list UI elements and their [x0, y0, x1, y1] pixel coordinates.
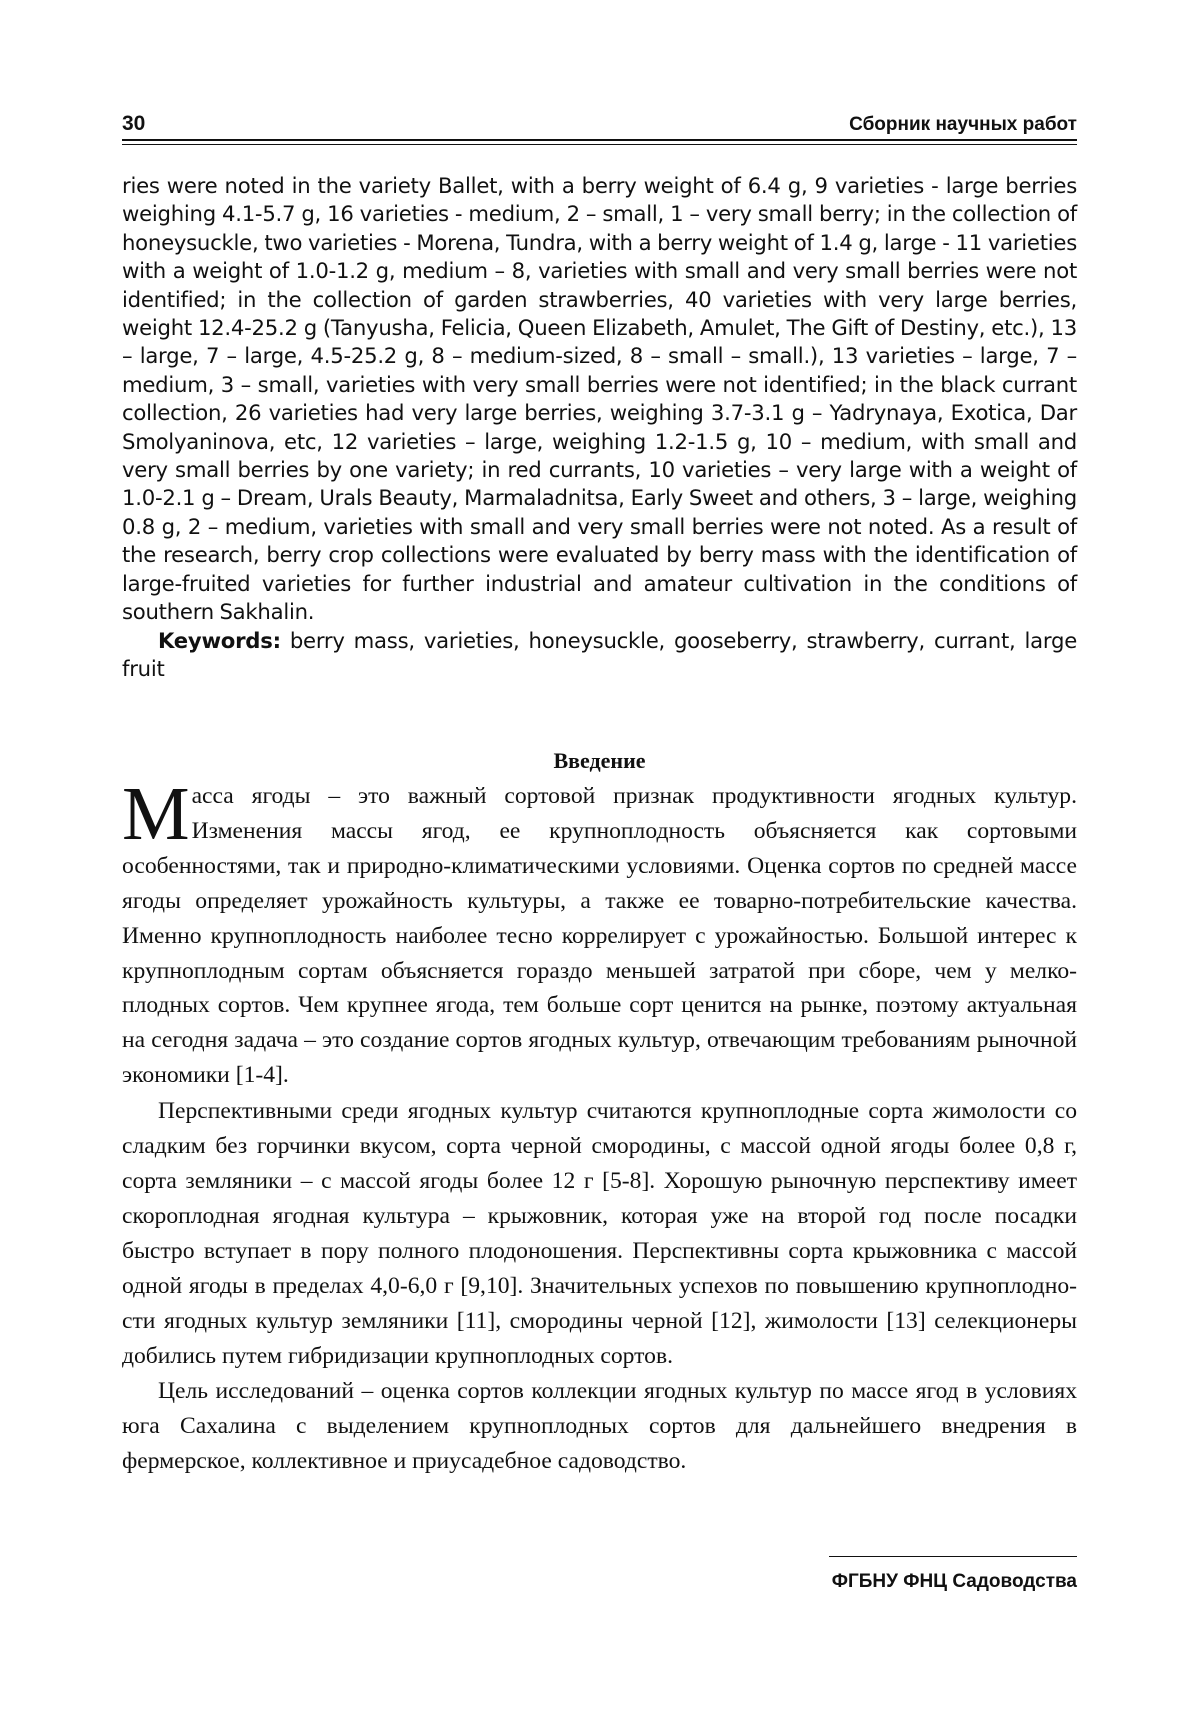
drop-cap: М — [122, 772, 190, 856]
header-rule-thick — [122, 139, 1077, 141]
intro-paragraph-1 — [122, 772, 1077, 1093]
english-abstract — [122, 172, 1077, 683]
keywords-label: Keywords: — [158, 627, 281, 653]
intro-paragraph-3: Цель исследований – оценка сортов коллекции ягодных культур по массе ягод в условиях юга Сахалина с выделением крупноплодных сортов для дальнейшего внедрения в фермерское, коллективное и приусадебное садоводство. — [122, 1378, 1077, 1475]
footer-rule — [829, 1556, 1077, 1557]
running-header — [122, 112, 1077, 138]
footer-publisher: ФГБНУ ФНЦ Садоводства — [831, 1571, 1077, 1592]
journal-title: Сборник научных работ — [849, 114, 1077, 135]
section-title: Введение — [553, 748, 646, 773]
introduction-body — [122, 772, 1077, 1479]
keywords-paragraph — [122, 627, 1077, 684]
document-page — [122, 0, 1077, 1710]
keywords-text: berry mass, varieties, honeysuckle, gooseberry, strawberry, currant, large fruit — [122, 627, 1077, 681]
intro-paragraph-1-text: асса ягоды – это важный сортовой признак продуктивности ягодных культур. Изменения массы ягод, ее крупноплодность объясняется как сортовыми особенностями, так и природно-климатическими условиями. Оценка сортов по средней массе ягоды определяет урожайность культуры, а также ее товарно-потребительские качества. Именно крупноплодность наиболее тесно коррелирует с урожайностью. Большой интерес к крупноплодным сортам объясняется гораздо меньшей затратой при сборе, чем у мелкоплодных сортов. Чем крупнее ягода, тем больше сорт ценится на рынке, поэтому актуальная на сегодня задача – это создание сортов ягодных культур, отвечающим требованиям рыночной экономики [1-4]. — [122, 783, 1077, 1089]
intro-paragraph-2: Перспективными среди ягодных культур считаются крупноплодные сорта жимолости со сладким без горчинки вкусом, сорта черной смородины, с массой одной ягоды более 0,8 г, сорта земляники – с массой ягоды более 12 г [5-8]. Хорошую рыночную перспективу имеет скороплодная ягодная культура – крыжовник, которая уже на второй год после посадки быстро вступает в пору полного плодоношения. Перспективны сорта крыжовника с массой одной ягоды в пределах 4,0-6,0 г [9,10]. Значительных успехов по повышению крупноплодности ягодных культур земляники [11], смородины черной [12], жимолости [13] селекционеры добились путем гибридизации крупноплодных сортов. — [122, 1098, 1077, 1369]
page-number: 30 — [122, 112, 146, 135]
header-rule-thin — [122, 144, 1077, 145]
abstract-text: ries were noted in the variety Ballet, with a berry weight of 6.4 g, 9 varieties - large berries weighing 4.1-5.7 g, 16 varieties - medium, 2 – small, 1 – very small berry; in the collection of honeysuckle, two varieties - Morena, Tundra, with a berry weight of 1.4 g, large - 11 varieties with a weight of 1.0-1.2 g, medium – 8, varieties with small and very small berries were not identified; in the collection of garden strawberries, 40 varieties with very large berries, weight 12.4-25.2 g (Tanyusha, Felicia, Queen Elizabeth, Amulet, The Gift of Destiny, etc.), 13 – large, 7 – large, 4.5-25.2 g, 8 – medium-sized, 8 – small – small.), 13 varieties – large, 7 – medium, 3 – small, varieties with very small berries were not identified; in the black currant collection, 26 varieties had very large berries, weighing 3.7-3.1 g – Yadrynaya, Exotica, Dar Smolyaninova, etc, 12 varieties – large, weighing 1.2-1.5 g, 10 – medium, with small and very small berries by one variety; in red currants, 10 varieties – very large with a weight of 1.0-2.1 g – Dream, Urals Beauty, Marmaladnitsa, Early Sweet and others, 3 – large, weighing 0.8 g, 2 – medium, varieties with small and very small berries were not noted. As a result of the research, berry crop collections were evaluated by berry mass with the identification of large-fruited varieties for further industrial and amateur cultivation in the conditions of southern Sakhalin. — [122, 173, 1077, 625]
